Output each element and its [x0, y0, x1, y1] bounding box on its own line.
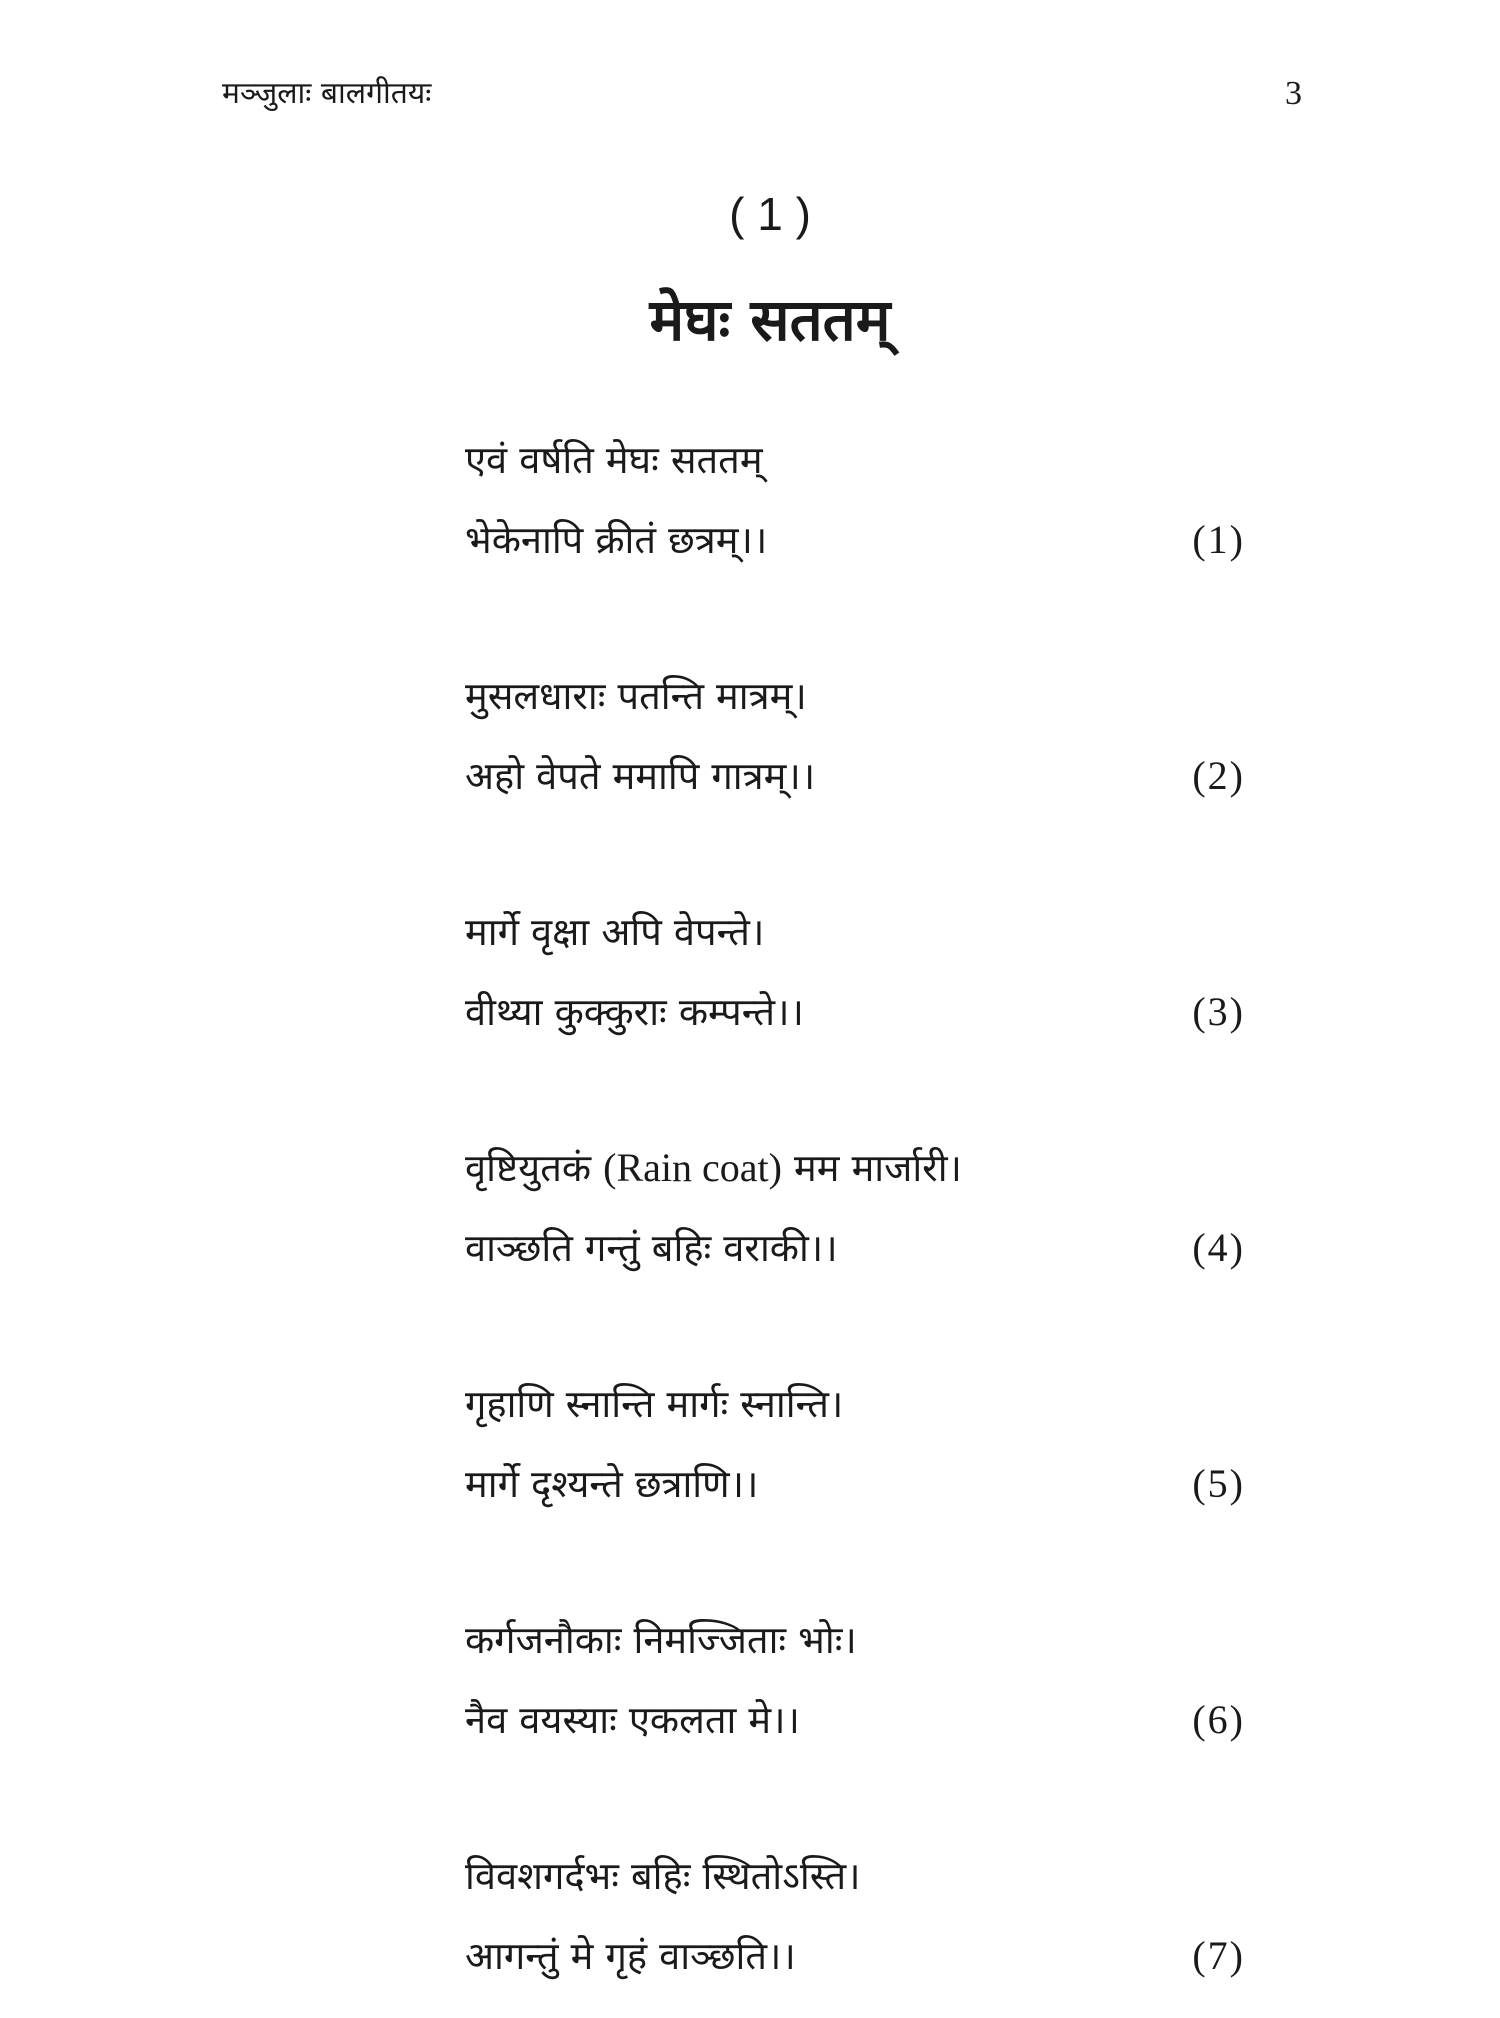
- stanza-4: [465, 1140, 1245, 1310]
- stanza-1: [465, 432, 1245, 602]
- verse-line: आगन्तुं मे गृहं वाञ्छति।।: [465, 1934, 796, 1978]
- stanza-number: (5): [1192, 1461, 1245, 1506]
- stanza-number: (3): [1192, 989, 1245, 1034]
- verse-line: नैव वयस्याः एकलता मे।।: [465, 1698, 800, 1742]
- verse-line: मुसलधाराः पतन्ति मात्रम्।: [465, 674, 807, 718]
- verse-line: विवशगर्दभः बहिः स्थितोऽस्ति।: [465, 1854, 861, 1898]
- verse-line: वाञ्छति गन्तुं बहिः वराकी।।: [465, 1226, 838, 1270]
- stanza-3: [465, 904, 1245, 1074]
- verse-line: गृहाणि स्नान्ति मार्गः स्नान्ति।: [465, 1382, 844, 1426]
- verse-line: मार्गे दृश्यन्ते छत्राणि।।: [465, 1462, 759, 1506]
- stanza-number: (7): [1192, 1933, 1245, 1978]
- stanza-number: (1): [1192, 517, 1245, 562]
- stanza-number: (6): [1192, 1697, 1245, 1742]
- verse-line: एवं वर्षति मेघः सततम्: [465, 438, 763, 482]
- running-title: मञ्जुलाः बालगीतयः: [222, 76, 432, 111]
- stanza-number: (4): [1192, 1225, 1245, 1270]
- verse-line: [465, 1140, 962, 1196]
- english-gloss: (Rain coat): [603, 1145, 782, 1190]
- stanza-7: [465, 1848, 1245, 2018]
- verse-line: भेकेनापि क्रीतं छत्रम्।।: [465, 518, 768, 562]
- poem-number: ( 1 ): [729, 188, 811, 240]
- running-header: [222, 72, 1302, 122]
- stanza-6: [465, 1612, 1245, 1782]
- page-number: 3: [1285, 75, 1302, 112]
- stanza-number: (2): [1192, 753, 1245, 798]
- verse-line: कर्गजनौकाः निमज्जिताः भोः।: [465, 1618, 857, 1662]
- verse-text: वृष्टियुतकं: [465, 1146, 592, 1190]
- verse-text: मम मार्जारी।: [794, 1146, 962, 1190]
- verse-line: अहो वेपते ममापि गात्रम्।।: [465, 754, 816, 798]
- verse-line: मार्गे वृक्षा अपि वेपन्ते।: [465, 910, 765, 954]
- poem-title: मेघः सततम्: [649, 286, 891, 354]
- verse-line: वीथ्या कुक्कुराः कम्पन्ते।।: [465, 990, 804, 1034]
- stanza-2: [465, 668, 1245, 838]
- stanza-5: [465, 1376, 1245, 1546]
